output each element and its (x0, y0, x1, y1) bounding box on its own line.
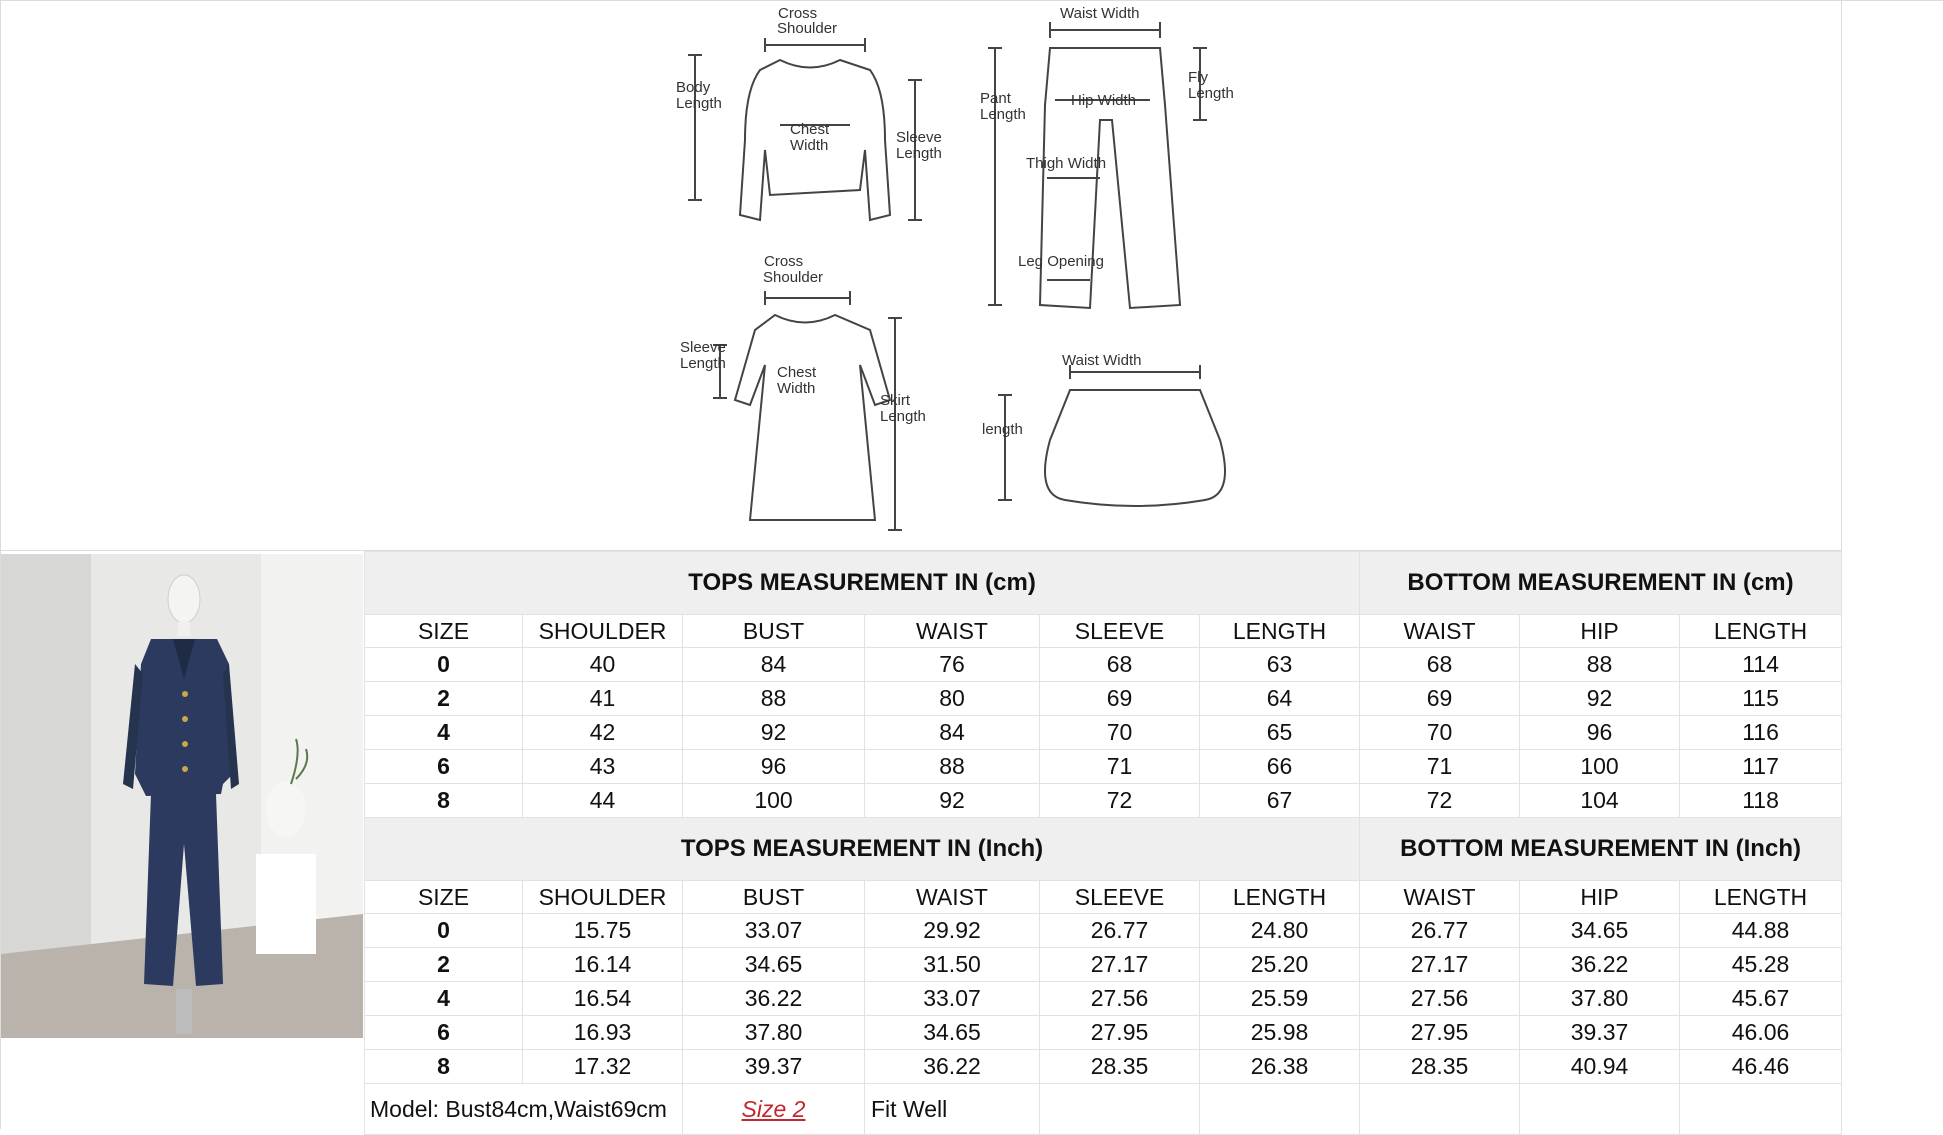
table-cell: 65 (1200, 716, 1360, 750)
label-pant-fly-length-1: Fly (1188, 69, 1208, 86)
inch-section (365, 818, 1842, 914)
table-cell: 36.22 (1520, 948, 1680, 982)
inch-col-hip: HIP (1520, 881, 1680, 914)
label-dress-chest-width-1: Chest (777, 364, 817, 381)
cm-col-length: LENGTH (1200, 615, 1360, 648)
model-size-label: Size 2 (683, 1084, 865, 1135)
table-cell: 37.80 (1520, 982, 1680, 1016)
label-top-cross-shoulder-1: Cross (778, 5, 818, 22)
label-pant-length-2: Length (980, 106, 1026, 123)
table-cell: 6 (365, 750, 523, 784)
measurement-diagram-svg (660, 0, 1280, 540)
table-cell: 71 (1040, 750, 1200, 784)
table-cell: 29.92 (865, 914, 1040, 948)
table-cell: 26.77 (1360, 914, 1520, 948)
label-pant-fly-length-2: Length (1188, 85, 1234, 102)
table-cell: 114 (1680, 648, 1842, 682)
table-cell: 16.93 (523, 1016, 683, 1050)
cm-rows (365, 648, 1842, 818)
table-cell: 84 (865, 716, 1040, 750)
table-cell: 39.37 (683, 1050, 865, 1084)
table-row (365, 716, 1842, 750)
table-cell: 116 (1680, 716, 1842, 750)
table-cell: 27.17 (1040, 948, 1200, 982)
inch-column-headers (365, 881, 1842, 914)
table-cell: 104 (1520, 784, 1680, 818)
table-cell: 6 (365, 1016, 523, 1050)
table-cell: 96 (1520, 716, 1680, 750)
label-top-cross-shoulder-2: Shoulder (777, 20, 838, 37)
table-cell: 41 (523, 682, 683, 716)
footer-empty-cell (1520, 1084, 1680, 1135)
table-row (365, 682, 1842, 716)
table-cell: 92 (1520, 682, 1680, 716)
table-cell: 27.56 (1040, 982, 1200, 1016)
table-cell: 88 (1520, 648, 1680, 682)
inch-rows (365, 914, 1842, 1084)
table-cell: 16.54 (523, 982, 683, 1016)
table-cell: 0 (365, 914, 523, 948)
model-measurements-note: Model: Bust84cm,Waist69cm (365, 1084, 683, 1135)
label-skirt-length: length (982, 421, 1023, 438)
table-cell: 70 (1040, 716, 1200, 750)
table-cell: 70 (1360, 716, 1520, 750)
table-cell: 26.77 (1040, 914, 1200, 948)
footer-empty-cell (1360, 1084, 1520, 1135)
table-cell: 92 (683, 716, 865, 750)
table-cell: 44 (523, 784, 683, 818)
fit-note: Fit Well (865, 1084, 1040, 1135)
label-pant-waist-width: Waist Width (1060, 5, 1140, 22)
table-cell: 39.37 (1520, 1016, 1680, 1050)
table-cell: 36.22 (683, 982, 865, 1016)
table-row (365, 648, 1842, 682)
inch-header-row (365, 818, 1842, 881)
label-pant-hip-width: Hip Width (1071, 92, 1137, 109)
table-cell: 24.80 (1200, 914, 1360, 948)
table-cell: 67 (1200, 784, 1360, 818)
inch-col-bottom-length: LENGTH (1680, 881, 1842, 914)
cm-section (365, 552, 1842, 648)
cm-col-bust: BUST (683, 615, 865, 648)
table-cell: 46.46 (1680, 1050, 1842, 1084)
cm-col-size: SIZE (365, 615, 523, 648)
table-cell: 117 (1680, 750, 1842, 784)
table-cell: 42 (523, 716, 683, 750)
table-cell: 80 (865, 682, 1040, 716)
table-cell: 71 (1360, 750, 1520, 784)
footer-section (365, 1084, 1842, 1135)
table-cell: 27.56 (1360, 982, 1520, 1016)
label-top-sleeve-length-2: Length (896, 145, 942, 162)
table-cell: 115 (1680, 682, 1842, 716)
label-skirt-waist-width: Waist Width (1062, 352, 1142, 369)
cm-col-waist: WAIST (865, 615, 1040, 648)
table-row (365, 982, 1842, 1016)
table-cell: 8 (365, 784, 523, 818)
table-cell: 88 (865, 750, 1040, 784)
dress-outline (735, 315, 890, 520)
inch-col-bust: BUST (683, 881, 865, 914)
table-cell: 100 (1520, 750, 1680, 784)
table-cell: 2 (365, 948, 523, 982)
label-top-sleeve-length-1: Sleeve (896, 129, 942, 146)
table-cell: 100 (683, 784, 865, 818)
footer-empty-cell (1040, 1084, 1200, 1135)
table-cell: 25.20 (1200, 948, 1360, 982)
cm-col-sleeve: SLEEVE (1040, 615, 1200, 648)
table-cell: 40 (523, 648, 683, 682)
table-cell: 64 (1200, 682, 1360, 716)
footer-row (365, 1084, 1842, 1135)
table-cell: 33.07 (683, 914, 865, 948)
table-cell: 34.65 (1520, 914, 1680, 948)
cm-col-bottom-waist: WAIST (1360, 615, 1520, 648)
table-row (365, 784, 1842, 818)
label-top-chest-width-1: Chest (790, 121, 830, 138)
table-cell: 25.59 (1200, 982, 1360, 1016)
table-cell: 27.95 (1040, 1016, 1200, 1050)
inch-col-size: SIZE (365, 881, 523, 914)
inch-bottom-title: BOTTOM MEASUREMENT IN (Inch) (1360, 818, 1842, 881)
table-cell: 43 (523, 750, 683, 784)
label-pant-length-1: Pant (980, 90, 1011, 107)
table-cell: 31.50 (865, 948, 1040, 982)
table-cell: 34.65 (865, 1016, 1040, 1050)
cm-header-row (365, 552, 1842, 615)
table-cell: 84 (683, 648, 865, 682)
footer-empty-cell (1680, 1084, 1842, 1135)
cm-column-headers (365, 615, 1842, 648)
table-cell: 28.35 (1040, 1050, 1200, 1084)
inch-col-length: LENGTH (1200, 881, 1360, 914)
label-pant-thigh-width: Thigh Width (1026, 155, 1107, 172)
inch-tops-title: TOPS MEASUREMENT IN (Inch) (365, 818, 1360, 881)
table-cell: 88 (683, 682, 865, 716)
measurement-diagrams (660, 0, 1280, 540)
table-cell: 96 (683, 750, 865, 784)
table-row (365, 948, 1842, 982)
table-cell: 68 (1040, 648, 1200, 682)
inch-col-bottom-waist: WAIST (1360, 881, 1520, 914)
table-cell: 4 (365, 982, 523, 1016)
table-cell: 66 (1200, 750, 1360, 784)
table-cell: 69 (1360, 682, 1520, 716)
table-cell: 45.28 (1680, 948, 1842, 982)
inch-col-waist: WAIST (865, 881, 1040, 914)
table-cell: 44.88 (1680, 914, 1842, 948)
table-cell: 69 (1040, 682, 1200, 716)
table-cell: 68 (1360, 648, 1520, 682)
table-cell: 4 (365, 716, 523, 750)
table-cell: 2 (365, 682, 523, 716)
label-dress-skirt-length-1: Skirt (880, 392, 910, 409)
table-cell: 63 (1200, 648, 1360, 682)
table-cell: 15.75 (523, 914, 683, 948)
table-cell: 37.80 (683, 1016, 865, 1050)
cm-tops-title: TOPS MEASUREMENT IN (cm) (365, 552, 1360, 615)
model-photo-illustration (1, 554, 363, 1038)
table-cell: 33.07 (865, 982, 1040, 1016)
cm-col-hip: HIP (1520, 615, 1680, 648)
inch-col-shoulder: SHOULDER (523, 881, 683, 914)
label-top-body-length-1: Body (676, 79, 711, 96)
table-cell: 8 (365, 1050, 523, 1084)
label-dress-sleeve-length-2: Length (680, 355, 726, 372)
label-dress-skirt-length-2: Length (880, 408, 926, 425)
label-top-body-length-2: Length (676, 95, 722, 112)
table-row (365, 750, 1842, 784)
table-cell: 26.38 (1200, 1050, 1360, 1084)
table-cell: 17.32 (523, 1050, 683, 1084)
table-cell: 25.98 (1200, 1016, 1360, 1050)
table-cell: 16.14 (523, 948, 683, 982)
model-photo (1, 554, 363, 1038)
footer-empty-cell (1200, 1084, 1360, 1135)
table-cell: 0 (365, 648, 523, 682)
table-row (365, 914, 1842, 948)
table-cell: 72 (1040, 784, 1200, 818)
cm-col-shoulder: SHOULDER (523, 615, 683, 648)
cm-bottom-title: BOTTOM MEASUREMENT IN (cm) (1360, 552, 1842, 615)
label-dress-cross-shoulder-1: Cross (764, 253, 804, 270)
table-cell: 27.17 (1360, 948, 1520, 982)
table-cell: 34.65 (683, 948, 865, 982)
table-row (365, 1050, 1842, 1084)
table-cell: 27.95 (1360, 1016, 1520, 1050)
cm-col-bottom-length: LENGTH (1680, 615, 1842, 648)
table-cell: 45.67 (1680, 982, 1842, 1016)
label-top-chest-width-2: Width (790, 137, 829, 154)
label-dress-chest-width-2: Width (777, 380, 816, 397)
table-cell: 72 (1360, 784, 1520, 818)
table-cell: 76 (865, 648, 1040, 682)
label-dress-sleeve-length-1: Sleeve (680, 339, 726, 356)
table-cell: 40.94 (1520, 1050, 1680, 1084)
label-dress-cross-shoulder-2: Shoulder (763, 269, 824, 286)
size-chart-table (364, 551, 1842, 1135)
table-cell: 36.22 (865, 1050, 1040, 1084)
table-row (365, 1016, 1842, 1050)
table-cell: 92 (865, 784, 1040, 818)
inch-col-sleeve: SLEEVE (1040, 881, 1200, 914)
table-cell: 46.06 (1680, 1016, 1842, 1050)
skirt-outline (1045, 390, 1225, 506)
table-cell: 28.35 (1360, 1050, 1520, 1084)
table-cell: 118 (1680, 784, 1842, 818)
label-pant-leg-opening: Leg Opening (1018, 253, 1104, 270)
